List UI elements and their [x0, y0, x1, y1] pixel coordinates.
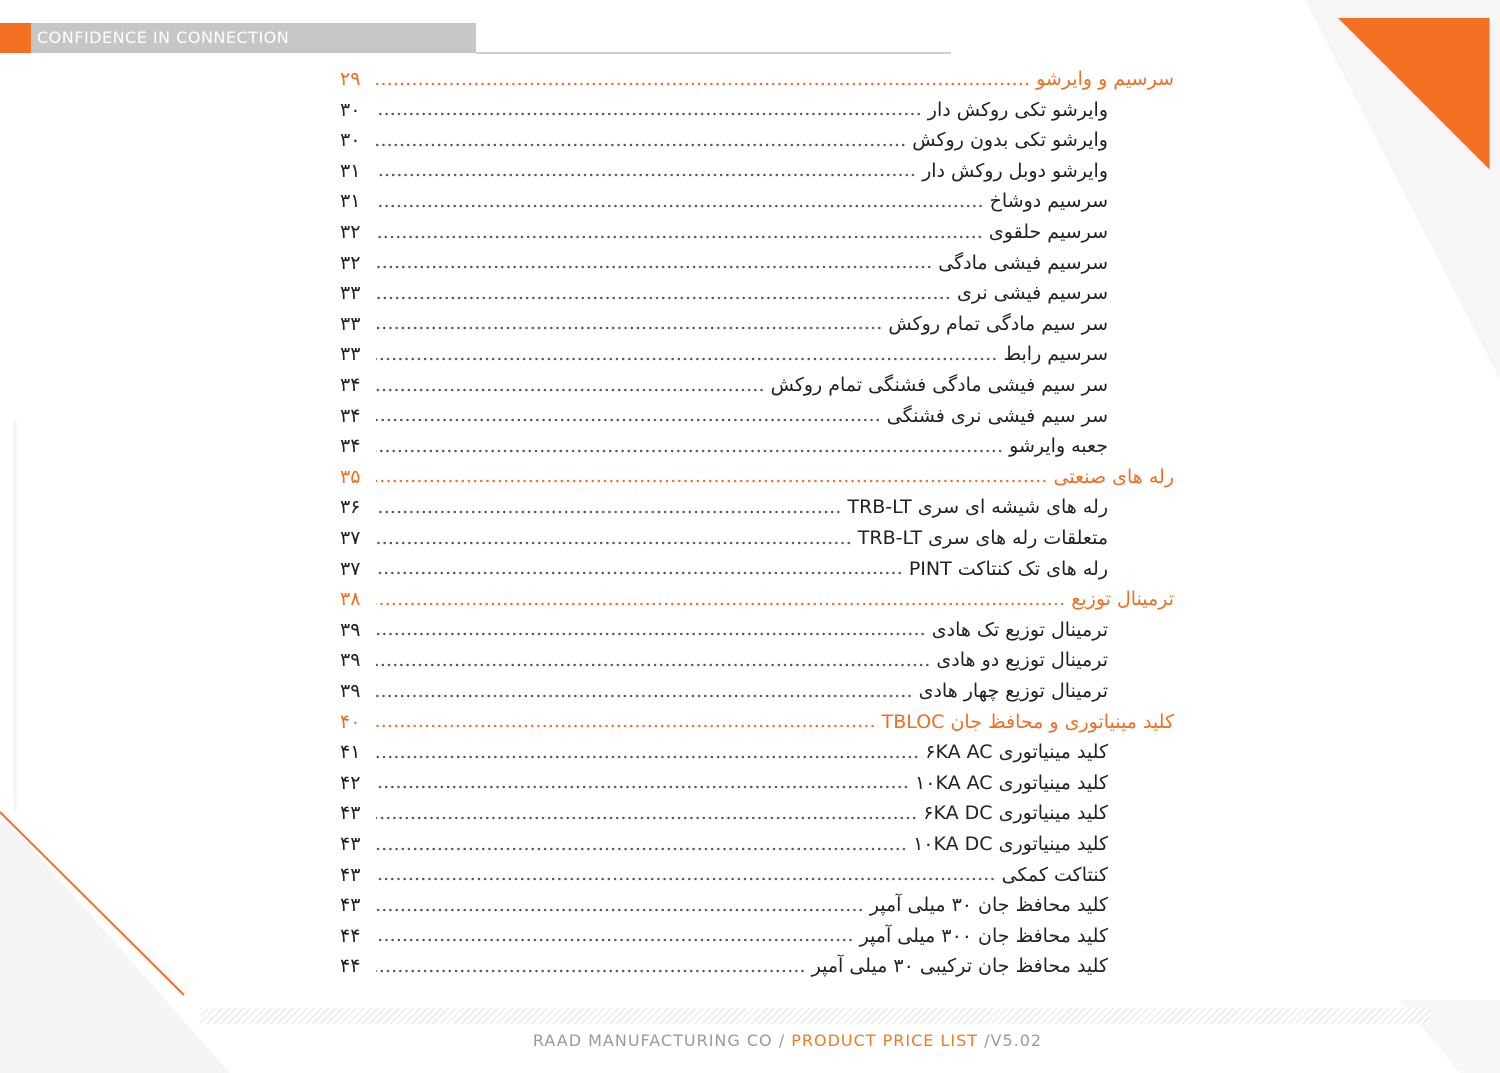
- toc-dot-leader: [376, 510, 841, 514]
- toc-dot-leader: [376, 418, 881, 422]
- toc-title: رله های صنعتی: [1053, 465, 1174, 488]
- toc-title: وایرشو تکی روکش دار: [927, 98, 1108, 121]
- toc-dot-leader: [376, 541, 852, 545]
- toc-page-number: ۳۶: [340, 496, 361, 519]
- toc-row[interactable]: [340, 829, 1108, 859]
- toc-dot-leader: [376, 877, 996, 881]
- toc-dot-leader: [376, 816, 917, 820]
- toc-dot-leader: [376, 235, 983, 239]
- toc-title: متعلقات رله های سری TRB-LT: [857, 527, 1108, 549]
- toc-dot-leader: [376, 449, 1003, 453]
- toc-title: سرسیم فیشی مادگی: [938, 251, 1108, 274]
- toc-row[interactable]: [340, 860, 1108, 890]
- toc-page-number: ۳۳: [340, 312, 361, 335]
- toc-section-row[interactable]: [340, 64, 1174, 94]
- toc-page-number: ۳۱: [340, 159, 361, 182]
- footer-band: [200, 1008, 1430, 1024]
- toc-row[interactable]: [340, 890, 1108, 920]
- toc-title: سرسیم رابط: [1003, 343, 1108, 366]
- toc-page-number: ۴۴: [340, 924, 361, 947]
- toc-dot-leader: [376, 724, 876, 728]
- toc-section-row[interactable]: [340, 707, 1174, 737]
- header-bar: [0, 23, 476, 53]
- toc-row[interactable]: [340, 125, 1108, 155]
- toc-title: سرسیم دوشاخ: [989, 190, 1108, 213]
- header-rule: [476, 52, 951, 54]
- header-tagline: CONFIDENCE IN CONNECTION: [31, 23, 476, 53]
- footer-version: /V5.02: [978, 1031, 1043, 1050]
- toc-row[interactable]: [340, 248, 1108, 278]
- toc-dot-leader: [376, 694, 913, 698]
- toc-dot-leader: [376, 82, 1030, 86]
- toc-page-number: ۴۳: [340, 802, 361, 825]
- toc-dot-leader: [376, 785, 909, 789]
- toc-row[interactable]: [340, 798, 1108, 828]
- toc-row[interactable]: [340, 278, 1108, 308]
- toc-page-number: ۳۲: [340, 221, 361, 243]
- toc-page-number: ۳۹: [340, 680, 361, 702]
- toc-title: کلید محافظ جان ۳۰۰ میلی آمپر: [859, 924, 1108, 947]
- toc-row[interactable]: [340, 921, 1108, 951]
- toc-page-number: ۳۰: [340, 129, 361, 152]
- toc-title: رله های تک کنتاکت PINT: [908, 557, 1108, 580]
- toc-page-number: ۳۴: [340, 404, 361, 427]
- toc-row[interactable]: [340, 768, 1108, 798]
- toc-page-number: ۴۳: [340, 894, 361, 917]
- toc-row[interactable]: [340, 370, 1108, 400]
- toc-dot-leader: [376, 296, 951, 300]
- toc-section-row[interactable]: [340, 584, 1174, 614]
- toc-page-number: ۳۹: [340, 618, 361, 641]
- toc-page-number: ۲۹: [340, 68, 361, 90]
- footer-highlight: PRODUCT PRICE LIST: [791, 1031, 979, 1050]
- toc-row[interactable]: [340, 95, 1108, 125]
- toc-page-number: ۳۷: [340, 527, 361, 549]
- toc-row[interactable]: [340, 217, 1108, 247]
- toc-title: کلید مینیاتوری ۶KA DC: [923, 802, 1108, 825]
- toc-dot-leader: [376, 357, 997, 361]
- toc-title: وایرشو دوبل روکش دار: [922, 159, 1108, 182]
- toc-row[interactable]: [340, 186, 1108, 216]
- footer-company: RAAD MANUFACTURING CO /: [532, 1031, 792, 1050]
- toc-page-number: ۳۷: [340, 557, 361, 580]
- toc-row[interactable]: [340, 615, 1108, 645]
- toc-page-number: ۳۴: [340, 435, 361, 458]
- toc-dot-leader: [376, 326, 882, 330]
- toc-title: کلید محافظ جان ۳۰ میلی آمپر: [869, 894, 1108, 917]
- toc-section-row[interactable]: [340, 462, 1174, 492]
- toc-dot-leader: [376, 173, 916, 177]
- toc-title: سرسیم حلقوی: [988, 221, 1108, 243]
- toc-page-number: ۳۱: [340, 190, 361, 213]
- toc-dot-leader: [376, 112, 922, 116]
- toc-title: کلید مینیاتوری و محافظ جان TBLOC: [881, 710, 1174, 733]
- toc-page-number: ۴۳: [340, 833, 361, 855]
- toc-title: جعبه وایرشو: [1009, 435, 1108, 458]
- toc-page-number: ۴۰: [340, 710, 361, 733]
- toc-title: سر سیم فیشی نری فشنگی: [886, 404, 1108, 427]
- toc-page-number: ۴۲: [340, 771, 361, 794]
- toc-row[interactable]: [340, 645, 1108, 675]
- toc-page-number: ۳۹: [340, 649, 361, 672]
- toc-title: کلید مینیاتوری ۱۰KA AC: [915, 771, 1108, 794]
- toc-row[interactable]: [340, 492, 1108, 522]
- toc-dot-leader: [376, 969, 806, 973]
- toc-page-number: ۳۴: [340, 374, 361, 396]
- toc-row[interactable]: [340, 309, 1108, 339]
- toc-dot-leader: [376, 479, 1047, 483]
- toc-page-number: ۴۱: [340, 741, 361, 764]
- toc-dot-leader: [376, 663, 930, 667]
- toc-row[interactable]: [340, 676, 1108, 706]
- toc-page-number: ۴۳: [340, 863, 361, 886]
- toc-dot-leader: [376, 143, 906, 147]
- toc-dot-leader: [376, 204, 984, 208]
- toc-dot-leader: [376, 388, 765, 392]
- toc-page-number: ۳۸: [340, 588, 361, 611]
- toc-title: رله های شیشه ای سری TRB-LT: [847, 496, 1108, 519]
- toc-dot-leader: [376, 265, 932, 269]
- toc-page-number: ۳۲: [340, 251, 361, 274]
- toc-dot-leader: [376, 938, 854, 942]
- toc-title: ترمینال توزیع چهار هادی: [918, 680, 1108, 702]
- toc-dot-leader: [376, 847, 907, 851]
- toc-dot-leader: [376, 908, 864, 912]
- toc-row[interactable]: [340, 156, 1108, 186]
- toc-title: سر سیم فیشی مادگی فشنگی تمام روکش: [770, 374, 1108, 396]
- footer: [0, 1031, 1500, 1050]
- toc-page-number: ۳۵: [340, 465, 361, 488]
- toc-page-number: ۳۰: [340, 98, 361, 121]
- toc-dot-leader: [376, 571, 903, 575]
- toc-page-number: ۳۳: [340, 282, 361, 305]
- toc-title: ترمینال توزیع تک هادی: [931, 618, 1108, 641]
- toc-row[interactable]: [340, 523, 1108, 553]
- toc-row[interactable]: [340, 737, 1108, 767]
- toc-page-number: ۴۴: [340, 955, 361, 978]
- toc-row[interactable]: [340, 431, 1108, 461]
- toc-dot-leader: [376, 602, 1065, 606]
- toc-title: کلید مینیاتوری ۱۰KA DC: [913, 833, 1108, 855]
- toc-page-number: ۳۳: [340, 343, 361, 366]
- toc-title: سرسیم و وایرشو: [1036, 68, 1174, 90]
- toc-title: کلید محافظ جان ترکیبی ۳۰ میلی آمپر: [811, 955, 1108, 978]
- header-accent-block: [0, 23, 31, 53]
- toc-title: ترمینال توزیع دو هادی: [936, 649, 1108, 672]
- toc-dot-leader: [376, 755, 919, 759]
- toc-row[interactable]: [340, 339, 1108, 369]
- toc-title: ترمینال توزیع: [1071, 588, 1174, 611]
- toc-title: سرسیم فیشی نری: [956, 282, 1108, 305]
- toc-row[interactable]: [340, 554, 1108, 584]
- toc-row[interactable]: [340, 951, 1108, 981]
- toc-row[interactable]: [340, 401, 1108, 431]
- toc-title: کنتاکت کمکی: [1001, 863, 1108, 886]
- toc-dot-leader: [376, 632, 926, 636]
- toc-title: وایرشو تکی بدون روکش: [912, 129, 1108, 152]
- toc-title: کلید مینیاتوری ۶KA AC: [925, 741, 1108, 764]
- toc-title: سر سیم مادگی تمام روکش: [888, 312, 1108, 335]
